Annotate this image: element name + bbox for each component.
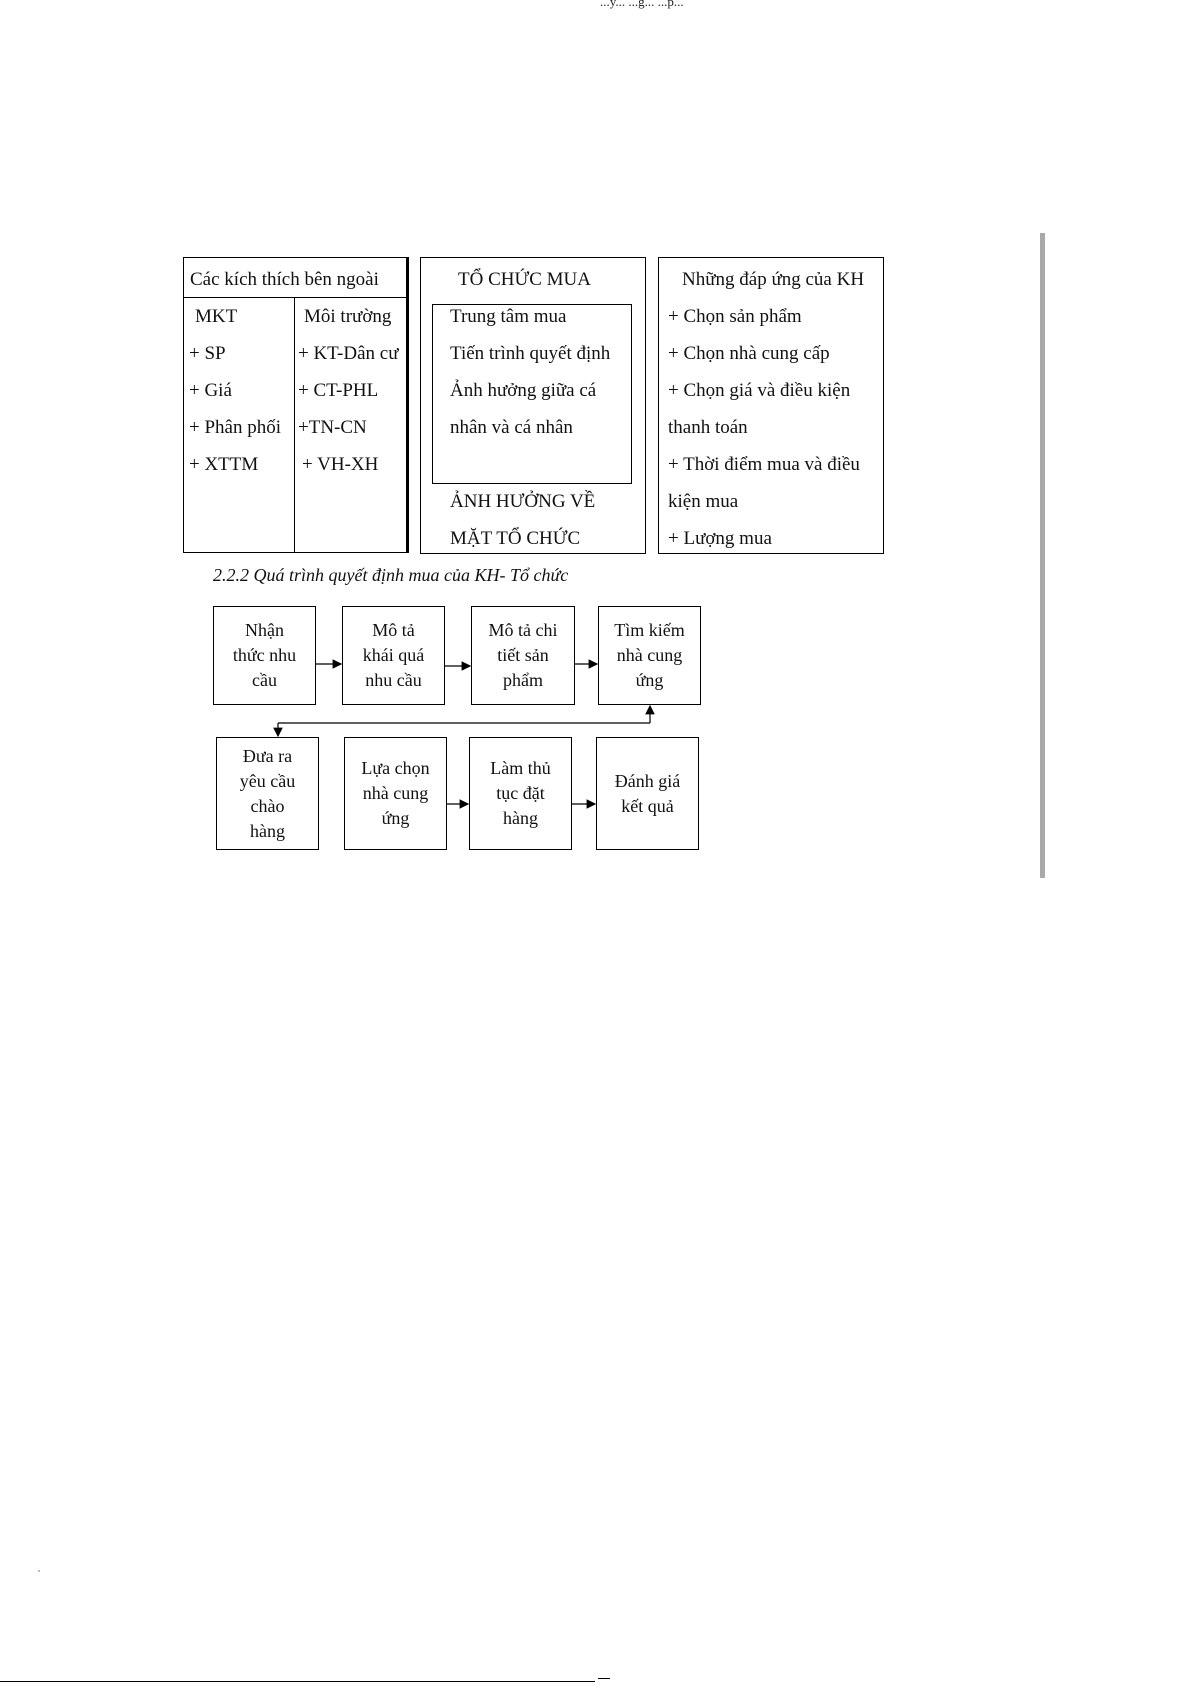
buying-center-line: Ảnh hưởng giữa cá	[450, 380, 597, 401]
step-label: Nhận thức nhu cầu	[232, 620, 297, 690]
mkt-item: + Giá	[189, 380, 232, 401]
buying-center-line: Tiến trình quyết định	[450, 343, 611, 364]
external-stimuli-title: Các kích thích bên ngoài	[190, 269, 379, 290]
step-label: Tìm kiếm nhà cung ứng	[614, 620, 685, 690]
page-mark	[38, 1570, 40, 1572]
customer-response-line: kiện mua	[668, 491, 739, 512]
environment-item: + KT-Dân cư	[298, 344, 399, 363]
buying-center-line: Trung tâm mua	[450, 306, 567, 327]
footer-rule	[0, 1681, 595, 1682]
environment-item: + VH-XH	[302, 454, 379, 475]
buying-center-line: nhân và cá nhân	[450, 417, 573, 438]
customer-response-line: + Chọn giá và điều kiện	[668, 380, 851, 401]
organizational-influence-line: MẶT TỔ CHỨC	[450, 528, 581, 549]
page-header-text: ...y... ...g... ...p...	[600, 0, 684, 9]
mkt-item: + Phân phối	[189, 417, 281, 438]
customer-response-line: + Lượng mua	[668, 528, 772, 549]
environment-heading: Môi trường	[304, 306, 392, 327]
footer-mark	[598, 1678, 610, 1679]
step-label: Mô tả chi tiết sản phẩm	[488, 620, 558, 690]
step-label: Lựa chọn nhà cung ứng	[361, 758, 430, 828]
mkt-heading: MKT	[195, 306, 238, 327]
customer-response-line: + Chọn sản phẩm	[668, 306, 802, 327]
step-label: Đánh giá kết quả	[614, 770, 681, 816]
mkt-item: + XTTM	[189, 454, 259, 475]
customer-response-line: thanh toán	[668, 417, 748, 438]
step-label: Đưa ra yêu cầu chào hàng	[239, 745, 296, 841]
step-label: Mô tả khái quá nhu cầu	[362, 620, 425, 690]
customer-response-line: + Chọn nhà cung cấp	[668, 343, 830, 364]
buying-organization-title: TỔ CHỨC MUA	[458, 269, 591, 290]
mkt-item: + SP	[189, 343, 226, 364]
environment-item: + CT-PHL	[298, 380, 379, 401]
organizational-influence-line: ẢNH HƯỞNG VỀ	[450, 491, 596, 512]
customer-response-line: + Thời điểm mua và điều	[668, 454, 860, 475]
customer-responses-title: Những đáp ứng của KH	[682, 269, 865, 290]
environment-item: +TN-CN	[298, 417, 367, 438]
section-caption: 2.2.2 Quá trình quyết định mua của KH- Tổ chức	[213, 565, 569, 585]
step-label: Làm thủ tục đặt hàng	[490, 758, 551, 828]
